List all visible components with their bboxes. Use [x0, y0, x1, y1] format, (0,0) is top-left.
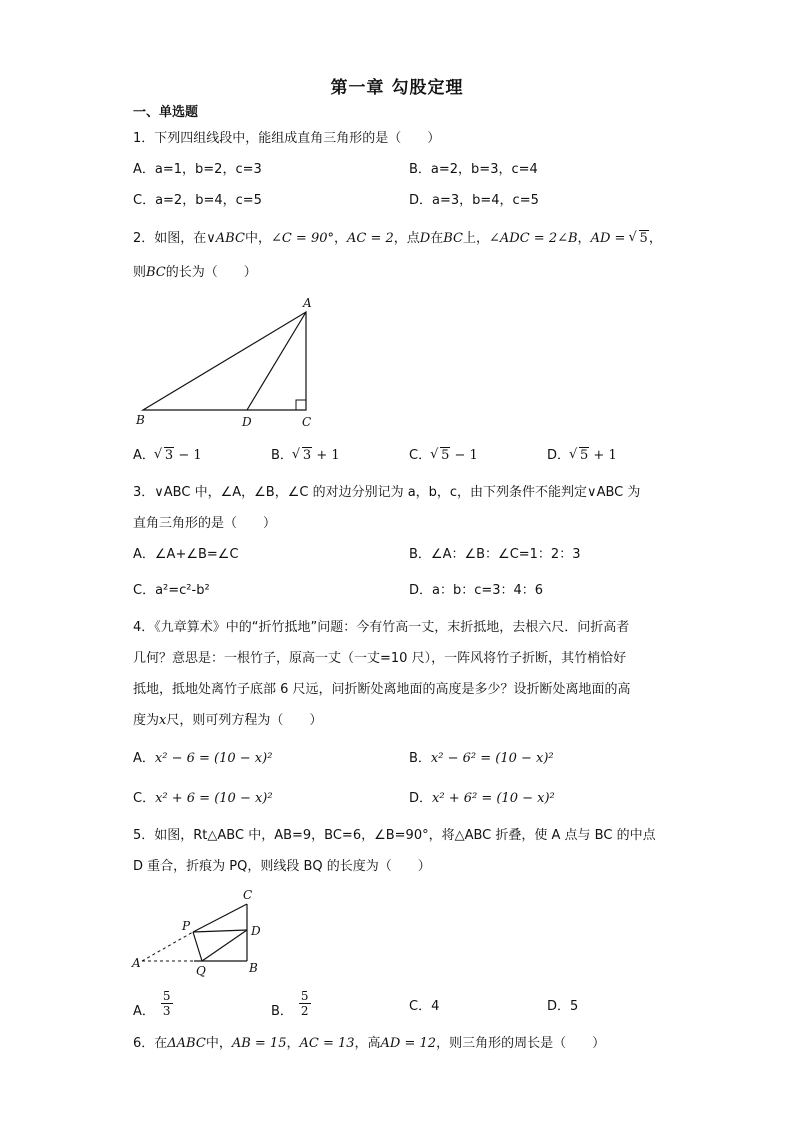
- fig-label-b: B: [136, 413, 145, 427]
- q1-option-c: C．a=2，b=4，c=5: [133, 193, 262, 208]
- q5-option-b: B． $\frac{5}{2}$: [271, 989, 309, 1019]
- q3-option-d: D．a：b：c=3：4：6: [409, 583, 544, 598]
- page-title: 第一章 勾股定理: [330, 78, 464, 98]
- q2-point-d: D: [419, 231, 431, 246]
- q2-option-b: B．√ 3 + 1: [271, 448, 340, 464]
- q2-option-d: D．√ 5 + 1: [547, 448, 617, 464]
- q1-option-a: A．a=1，b=2，c=3: [133, 162, 262, 177]
- fig-label-p: P: [182, 919, 191, 933]
- q1-option-b: B．a=2，b=3，c=4: [409, 162, 538, 177]
- q5-stem-line1: 5．如图，Rt△ABC 中，AB=9，BC=6，∠B=90°，将△ABC 折叠，使 A 点与 BC 的中点: [133, 828, 656, 843]
- q2-text: 上，: [463, 231, 490, 246]
- q2-bc: BC: [443, 231, 463, 246]
- q5-option-c: C．4: [409, 999, 440, 1014]
- q2-angle-adc: ∠ADC = 2∠B: [489, 231, 578, 246]
- q4-option-c: C．x² + 6 = (10 − x)²: [133, 791, 273, 806]
- q4-stem-line2: 几何？意思是：一根竹子，原高一丈（一丈=10 尺），一阵风将竹子折断，其竹梢恰好: [133, 651, 627, 666]
- q2-text: ，: [334, 231, 348, 246]
- q3-option-c: C．a²=c²-b²: [133, 583, 210, 598]
- fig-label-a: A: [132, 956, 141, 970]
- q4-stem-line3: 抵地，抵地处离竹子底部 6 尺远，问折断处离地面的高度是多少？设折断处离地面的高: [133, 682, 631, 697]
- fig-label-d: D: [251, 924, 261, 938]
- fig-label-d: D: [242, 415, 252, 429]
- q1-stem: 1．下列四组线段中，能组成直角三角形的是（ ）: [133, 131, 441, 146]
- q2-text: ，点: [393, 231, 420, 246]
- q2-text: ，: [577, 231, 591, 246]
- q2-stem-line2: 则BC的长为（ ）: [133, 265, 257, 280]
- q2-text: ，: [648, 231, 662, 246]
- q2-text: 在: [430, 231, 444, 246]
- q2-angle-c: ∠C = 90°: [270, 231, 334, 246]
- q2-option-a: A．√ 3 − 1: [133, 448, 202, 464]
- q5-option-a: A． $\frac{5}{3}$: [133, 989, 171, 1019]
- fig-label-a: A: [303, 296, 312, 310]
- q3-option-a: A．∠A+∠B=∠C: [133, 547, 239, 562]
- q3-stem-line1: 3．∨ABC 中，∠A，∠B，∠C 的对边分别记为 a，b，c，由下列条件不能判定∨ABC 为: [133, 485, 641, 500]
- q5-stem-line2: D 重合，折痕为 PQ，则线段 BQ 的长度为（ ）: [133, 859, 431, 874]
- q2-ad-sqrt: √ 5: [630, 231, 649, 247]
- fig-label-q: Q: [196, 964, 206, 978]
- q3-stem-line2: 直角三角形的是（ ）: [133, 516, 277, 531]
- q1-option-d: D．a=3，b=4，c=5: [409, 193, 539, 208]
- q4-stem-line1: 4．《九章算术》中的“折竹抵地”问题：今有竹高一丈，末折抵地，去根六尺．问折高者: [133, 620, 630, 635]
- q2-stem-line1: [133, 231, 662, 247]
- q2-triangle: ∨ABC: [206, 231, 245, 246]
- section-heading: 一、单选题: [133, 105, 199, 120]
- q4-option-a: A．x² − 6 = (10 − x)²: [133, 751, 273, 766]
- q4-option-b: B．x² − 6² = (10 − x)²: [409, 751, 554, 766]
- q2-triangle-figure: [128, 292, 328, 432]
- q2-option-c: C．√ 5 − 1: [409, 448, 478, 464]
- q5-option-d: D．5: [547, 999, 579, 1014]
- q5-fold-figure: [128, 884, 278, 979]
- q2-text: 中，: [244, 231, 271, 246]
- q2-ad: AD =: [590, 231, 630, 246]
- q3-option-b: B．∠A：∠B：∠C=1：2：3: [409, 547, 581, 562]
- q4-stem-line4: 度为x尺，则可列方程为（ ）: [133, 713, 323, 728]
- fig-label-c: C: [243, 888, 253, 902]
- q2-ac: AC = 2: [347, 231, 394, 246]
- fig-label-c: C: [302, 415, 312, 429]
- fig-label-b: B: [249, 961, 258, 975]
- q4-option-d: D．x² + 6² = (10 − x)²: [409, 791, 555, 806]
- q6-stem: 6．在ΔABC中，AB = 15，AC = 13，高AD = 12，则三角形的周长是（ ）: [133, 1036, 606, 1051]
- q2-text: 2．如图，在: [133, 231, 207, 246]
